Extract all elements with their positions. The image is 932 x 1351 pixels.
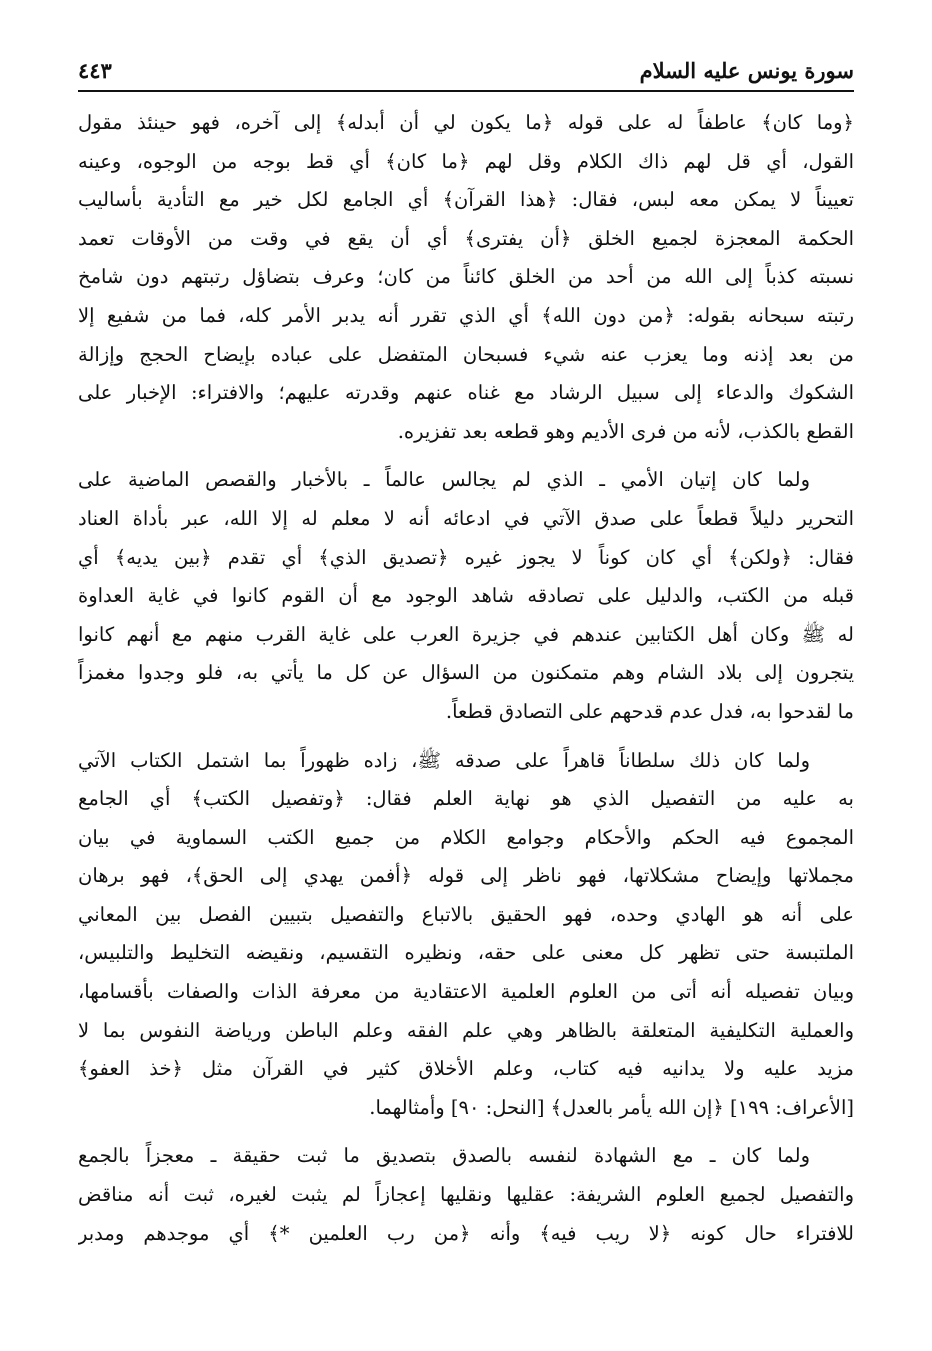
text-line: ﴿وما كان﴾ عاطفاً له على قوله ﴿ما يكون لي أن أبدله﴾ إلى آخره، فهو حينئذ مقول — [78, 111, 854, 134]
page-header — [78, 56, 854, 92]
text-line: نسبته كذباً إلى الله من أحد من الخلق كائناً من كان؛ وعرف بتضاؤل رتبتهم دون شامخ — [78, 265, 854, 289]
text-line: ولما كان إتيان الأمي ـ الذي لم يجالس عالماً ـ بالأخبار والقصص الماضية على — [78, 468, 810, 492]
text-line: والتفصيل لجميع العلوم الشريفة: عقليها ونقليها إعجازاً لم يثبت لغيره، ثبت أنه مناقض — [78, 1183, 854, 1207]
text-line: به عليه من التفصيل الذي هو نهاية العلم فقال: ﴿وتفصيل الكتب﴾ أي الجامع — [78, 787, 854, 811]
text-line: مجملاتها وإيضاح مشكلاتها، فهو ناظر إلى قوله ﴿أفمن يهدي إلى الحق﴾، فهو برهان — [78, 864, 854, 888]
text-line: للافتراء حال كونه ﴿لا ريب فيه﴾ وأنه ﴿من رب العلمين *﴾ أي موجدهم ومدبر — [78, 1221, 854, 1245]
text-line: الحكمة المعجزة لجميع الخلق ﴿أن يفترى﴾ أي أن يقع في وقت من الأوقات تعمد — [78, 226, 854, 250]
text-line: من بعد إذنه وما يعزب عنه شيء فسبحان المتفضل على عباده بإيضاح الحجج وإزالة — [78, 342, 854, 366]
page-number: ٤٤٣ — [78, 58, 112, 83]
paragraph-3 — [78, 742, 854, 1128]
paragraph-4 — [78, 1137, 854, 1253]
text-line: قبله من الكتب، والدليل على تصادقه شاهد الوجود مع أن القوم كانوا في غاية العداوة — [78, 584, 854, 608]
text-line: ما لقدحوا به، فدل عدم قدحهم على التصادق قطعاً. — [445, 699, 854, 723]
text-line: والعملية التكليفية المتعلقة بالظاهر وهي علم الفقه وعلم الباطن ورياضة النفوس بما لا — [78, 1018, 854, 1042]
text-line: الملتبسة حتى تظهر كل معنى على حقه، ونظيره التقسيم، ونقيضه التخليط والتلبيس، — [78, 941, 854, 965]
text-line: ولما كان ـ مع الشهادة لنفسه بالصدق بتصديق ما ثبت حقيقة ـ معجزاً بالجمع — [78, 1144, 810, 1168]
paragraph-1 — [78, 104, 854, 451]
page-body — [78, 104, 854, 1263]
text-line: القول، أي قل لهم ذاك الكلام وقل لهم ﴿ما كان﴾ أي قط بوجه من الوجوه، وعينه — [78, 149, 854, 173]
text-line: [الأعراف: ١٩٩] ﴿إن الله يأمر بالعدل﴾ [النحل: ٩٠] وأمثالهما. — [369, 1095, 854, 1119]
paragraph-2 — [78, 461, 854, 731]
text-line: فقال: ﴿ولكن﴾ أي كان كوناً لا يجوز غيره ﴿تصديق الذي﴾ أي تقدم ﴿بين يديه﴾ أي — [78, 545, 854, 569]
text-line: رتبته سبحانه بقوله: ﴿من دون الله﴾ أي الذي تقرر أنه يدبر الأمر كله، فما من شفيع إلا — [78, 303, 854, 327]
text-line: وبيان تفصيله أنه أتى من العلوم العلمية الاعتقادية من معرفة الذات والصفات بأقسامها، — [78, 980, 854, 1004]
text-line: له ﷺ وكان أهل الكتابين عندهم في جزيرة العرب على غاية القرب منهم مع أنهم كانوا — [78, 622, 854, 646]
text-line: التحرير دليلاً قطعاً على صدق الآتي في ادعائه أنه لا معلم له إلا الله، عبر بأداة العناد — [78, 506, 854, 530]
surah-title: سورة يونس عليه السلام — [639, 58, 854, 83]
text-line: ولما كان ذلك سلطاناً قاهراً على صدقه ﷺ، زاده ظهوراً بما اشتمل الكتاب الآتي — [78, 748, 810, 772]
text-line: القطع بالكذب، لأنه من فرى الأديم وهو قطعه بعد تفزيره. — [397, 419, 854, 443]
text-line: مزيد عليه ولا يدانيه فيه كتاب، وعلم الأخلاق كثير في القرآن مثل ﴿خذ العفو﴾ — [78, 1057, 854, 1081]
text-line: تعييناً لا يمكن معه لبس، فقال: ﴿هذا القرآن﴾ أي الجامع لكل خير مع التأدية بأساليب — [78, 188, 854, 212]
text-line: المجموع فيه الحكم والأحكام وجوامع الكلام من جميع الكتب السماوية في بيان — [78, 825, 854, 849]
text-line: الشكوك والدعاء إلى سبيل الرشاد مع غناه عنهم وقدرته عليهم؛ والافتراء: الإخبار على — [78, 381, 854, 405]
text-line: على أنه هو الهادي وحده، فهو الحقيق بالاتباع والتفصيل بتبيين الفصل بين المعاني — [78, 902, 854, 926]
text-line: يتجرون إلى بلاد الشام وهم متمكنون من السؤال عن كل ما يأتي به، فلو وجدوا مغمزاً — [78, 661, 854, 685]
